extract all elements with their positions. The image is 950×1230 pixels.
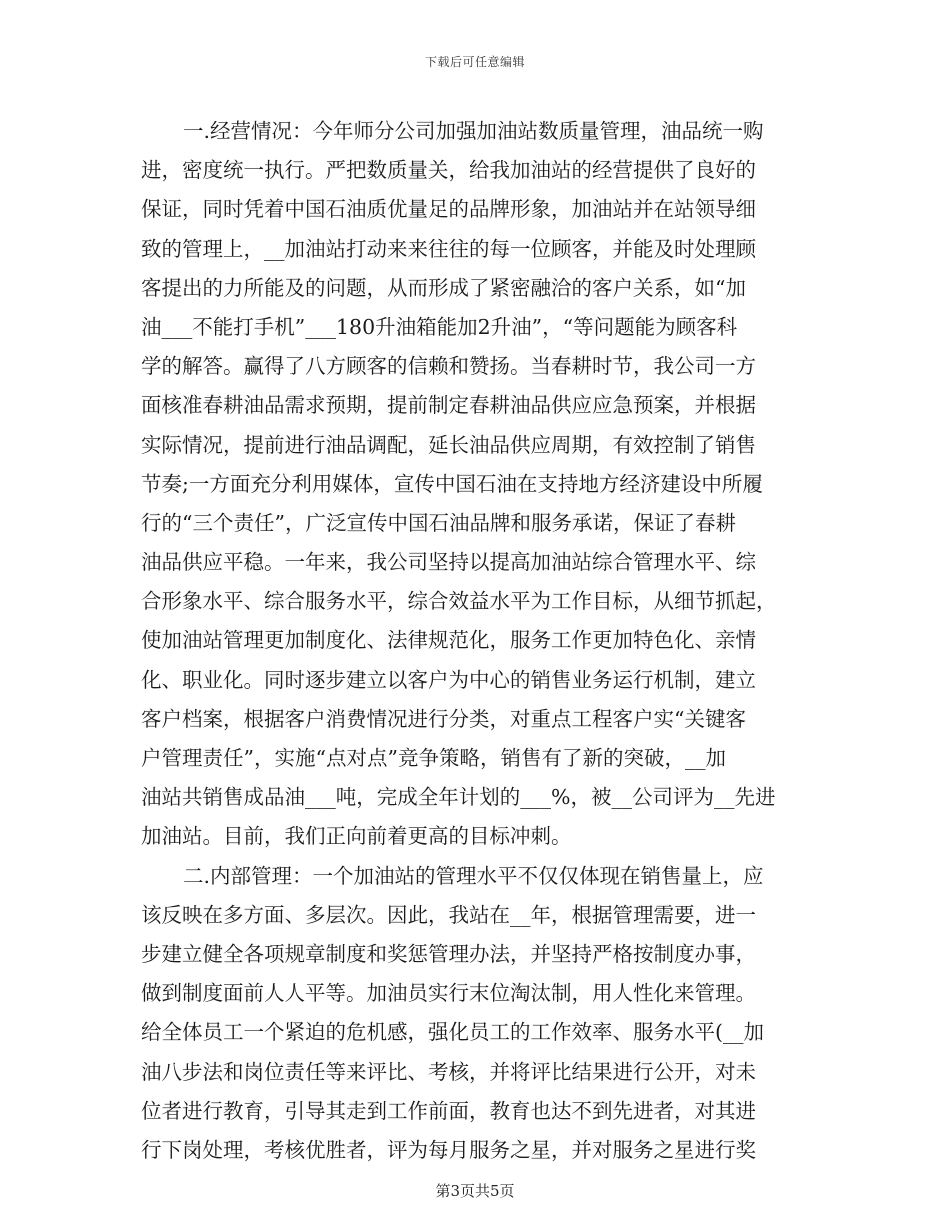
paragraph-line: 学的解答。赢得了八方顾客的信赖和赞扬。当春耕时节，我公司一方 bbox=[141, 354, 756, 379]
paragraph-line: 客户档案，根据客户消费情况进行分类，对重点工程客户实“关键客 bbox=[141, 706, 746, 731]
paragraph-line: 户管理责任”，实施“点对点”竞争策略，销售有了新的突破，__加 bbox=[141, 746, 726, 770]
paragraph-line: 油站共销售成品油___吨，完成全年计划的___%，被__公司评为__先进 bbox=[141, 785, 776, 810]
paragraph-line: 油___不能打手机”___180升油箱能加2升油”，“等问题能为顾客科 bbox=[141, 314, 738, 339]
paragraph-line: 油品供应平稳。一年来，我公司坚持以提高加油站综合管理水平、综 bbox=[141, 550, 756, 575]
paragraph-line: 行的“三个责任”，广泛宣传中国石油品牌和服务承诺，保证了春耕 bbox=[141, 510, 736, 535]
page-number: 第3页共5页 bbox=[435, 1182, 515, 1200]
paragraph-line: 给全体员工一个紧迫的危机感，强化员工的工作效率、服务水平(__加 bbox=[141, 1020, 764, 1045]
document-body bbox=[141, 112, 813, 1170]
paragraph-line: 节奏;一方面充分利用媒体，宣传中国石油在支持地方经济建设中所履 bbox=[141, 471, 763, 496]
paragraph-line: 化、职业化。同时逐步建立以客户为中心的销售业务运行机制，建立 bbox=[141, 667, 756, 692]
paragraph-line: 保证，同时凭着中国石油质优量足的品牌形象，加油站并在站领导细 bbox=[141, 197, 756, 222]
paragraph-line: 行下岗处理，考核优胜者，评为每月服务之星，并对服务之星进行奖 bbox=[141, 1137, 756, 1162]
paragraph-line: 步建立健全各项规章制度和奖惩管理办法，并坚持严格按制度办事， bbox=[141, 941, 756, 966]
page-header: 下载后可任意编辑 bbox=[424, 55, 525, 69]
paragraph-line: 实际情况，提前进行油品调配，延长油品供应周期，有效控制了销售 bbox=[141, 432, 756, 457]
paragraph-line: 一.经营情况：今年师分公司加强加油站数质量管理，油品统一购 bbox=[183, 119, 764, 143]
paragraph-line: 客提出的力所能及的问题，从而形成了紧密融洽的客户关系，如“加 bbox=[141, 275, 746, 300]
paragraph-line: 二.内部管理：一个加油站的管理水平不仅仅体现在销售量上，应 bbox=[183, 863, 764, 888]
paragraph-line: 面核准春耕油品需求预期，提前制定春耕油品供应应急预案，并根据 bbox=[141, 393, 756, 418]
paragraph-line: 该反映在多方面、多层次。因此，我站在__年，根据管理需要，进一 bbox=[141, 902, 756, 927]
paragraph-line: 进，密度统一执行。严把数质量关，给我加油站的经营提供了良好的 bbox=[141, 158, 756, 183]
paragraph-line: 合形象水平、综合服务水平，综合效益水平为工作目标，从细节抓起， bbox=[141, 589, 777, 614]
paragraph-line: 使加油站管理更加制度化、法律规范化，服务工作更加特色化、亲情 bbox=[141, 628, 756, 653]
paragraph-line: 位者进行教育，引导其走到工作前面，教育也达不到先进者，对其进 bbox=[141, 1098, 756, 1123]
paragraph-line: 油八步法和岗位责任等来评比、考核，并将评比结果进行公开，对未 bbox=[141, 1059, 756, 1084]
paragraph-line: 加油站。目前，我们正向前着更高的目标冲刺。 bbox=[141, 824, 572, 849]
paragraph-line: 做到制度面前人人平等。加油员实行末位淘汰制，用人性化来管理。 bbox=[141, 981, 756, 1006]
paragraph-line: 致的管理上，__加油站打动来来往往的每一位顾客，并能及时处理顾 bbox=[141, 236, 756, 261]
